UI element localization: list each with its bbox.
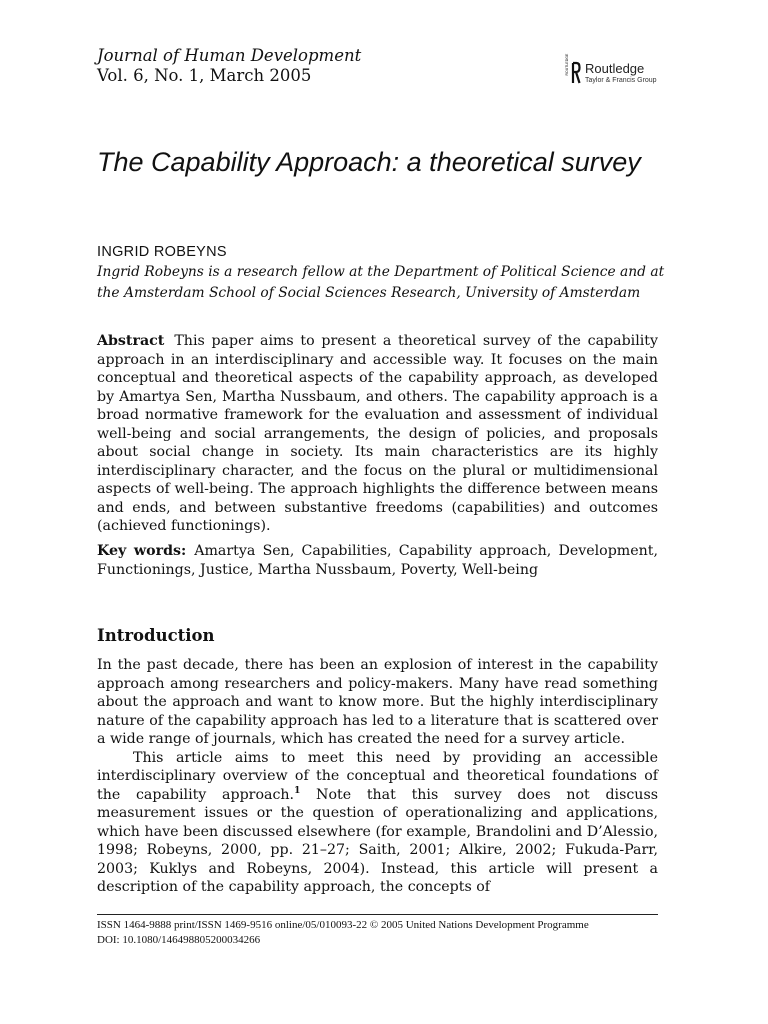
intro-paragraph-1: In the past decade, there has been an explosion of interest in the capability approach among researchers and policy-makers. Many have read something about the approach and want to know more. But the highly interdisciplinary nature of the capability approach has led to a literature that is scattered over a wide range of journals, which has created the need for a survey article. — [97, 657, 658, 747]
article-title: The Capability Approach: a theoretical survey — [97, 147, 641, 177]
keywords — [97, 542, 658, 579]
footer-divider — [97, 914, 658, 915]
publisher-name: Routledge — [585, 61, 645, 76]
doi-line: DOI: 10.1080/146498805200034266 — [97, 934, 261, 946]
article-author: INGRID ROBEYNS — [97, 244, 227, 260]
routledge-r-logo-icon — [565, 53, 580, 86]
abstract — [97, 332, 658, 536]
journal-header — [97, 46, 361, 86]
keywords-text: Amartya Sen, Capabilities, Capability approach, Development, Functionings, Justice, Martha Nussbaum, Poverty, Well-being — [97, 543, 658, 578]
logo-side-text: ROUTLEDGE — [565, 53, 569, 76]
intro-paragraph-2 — [97, 749, 658, 897]
publisher-logo — [565, 53, 657, 88]
journal-name: Journal of Human Development — [97, 46, 362, 65]
author-affiliation: Ingrid Robeyns is a research fellow at the Department of Political Science and at the Amsterdam School of Social Sciences Research, University of Amsterdam — [97, 264, 665, 301]
keywords-label: Key words: — [97, 543, 187, 559]
intro-paragraph-2-continuation: Note that this survey does not discuss measurement issues or the question of operationalizing and applications, which have been discussed elsewhere (for example, Brandolini and D’Alessio, 1998; Robeyns, 2000, pp. 21–27; Saith, 2001; Alkire, 2002; Fukuda-Parr, 2003; Kuklys and Robeyns, 2004). Instead, this article will present a description of the capability approach, the concepts of — [97, 786, 659, 895]
issn-line: ISSN 1464-9888 print/ISSN 1469-9516 online/05/010093-22 © 2005 United Nations Development Programme — [97, 919, 589, 931]
abstract-label: Abstract — [97, 333, 165, 349]
footnote-mark[interactable]: 1 — [294, 785, 301, 796]
page-footer — [97, 918, 658, 948]
publisher-group: Taylor & Francis Group — [585, 77, 657, 84]
section-heading-introduction: Introduction — [97, 626, 215, 645]
introduction-body — [97, 656, 658, 897]
abstract-text: This paper aims to present a theoretical survey of the capability approach in an interdisciplinary and accessible way. It focuses on the main conceptual and theoretical aspects of the capability approach, as developed by Amartya Sen, Martha Nussbaum, and others. The capability approach is a broad normative framework for the evaluation and assessment of individual well-being and social arrangements, the design of policies, and proposals about social change in society. Its main characteristics are its highly interdisciplinary character, and the focus on the plural or multidimensional aspects of well-being. The approach highlights the difference between means and ends, and between substantive freedoms (capabilities) and outcomes (achieved functionings). — [97, 333, 658, 534]
intro-paragraph-2-text: This article aims to meet this need by providing an accessible interdisciplinary overview of the conceptual and theoretical foundations of the capability approach. — [97, 749, 658, 803]
journal-volume: Vol. 6, No. 1, March 2005 — [97, 66, 312, 85]
